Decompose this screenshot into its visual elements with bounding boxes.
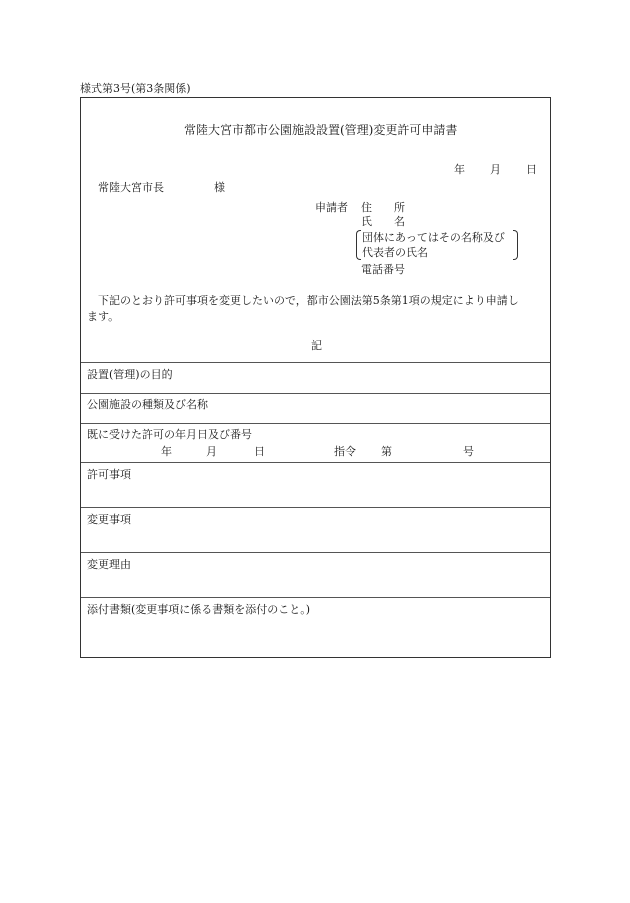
prior-permit-month: 月 [206,445,217,458]
date-month-label: 月 [490,163,501,176]
row-divider [81,462,550,463]
applicant-name-label: 氏 名 [361,215,405,228]
change-reason-label: 変更理由 [87,558,131,571]
applicant-phone-label: 電話番号 [361,263,405,276]
row-divider [81,423,550,424]
application-form [80,97,551,658]
organization-note-line1: 団体にあってはその名称及び [362,231,505,244]
form-number-label: 様式第3号(第3条関係) [80,82,191,95]
row-divider [81,507,550,508]
facility-label: 公園施設の種類及び名称 [87,398,208,411]
change-items-label: 変更事項 [87,513,131,526]
prior-permit-label: 既に受けた許可の年月日及び番号 [87,428,252,441]
document-title: 常陸大宮市都市公園施設設置(管理)変更許可申請書 [184,123,458,137]
purpose-label: 設置(管理)の目的 [87,368,173,381]
date-year-label: 年 [454,163,465,176]
addressee-honorific: 様 [214,181,225,194]
prior-permit-directive: 指令 [334,445,356,458]
row-divider [81,393,550,394]
permit-items-label: 許可事項 [87,468,131,481]
row-divider [81,552,550,553]
prior-permit-dai: 第 [381,445,392,458]
row-divider [81,362,550,363]
applicant-address-label: 住 所 [361,201,405,214]
date-day-label: 日 [526,163,537,176]
ki-heading: 記 [311,339,322,352]
row-divider [81,597,550,598]
attachments-label: 添付書類(変更事項に係る書類を添付のこと。) [87,603,311,616]
organization-note-right-bracket [513,230,518,260]
addressee-name: 常陸大宮市長 [98,181,164,194]
organization-note-left-bracket [356,230,361,260]
applicant-label: 申請者 [315,201,348,214]
prior-permit-go: 号 [463,445,474,458]
request-body-line1: 下記のとおり許可事項を変更したいので，都市公園法第5条第1項の規定により申請し [98,294,519,307]
prior-permit-year: 年 [161,445,172,458]
request-body-line2: ます。 [87,310,120,323]
organization-note-line2: 代表者の氏名 [362,246,428,259]
prior-permit-day: 日 [254,445,265,458]
